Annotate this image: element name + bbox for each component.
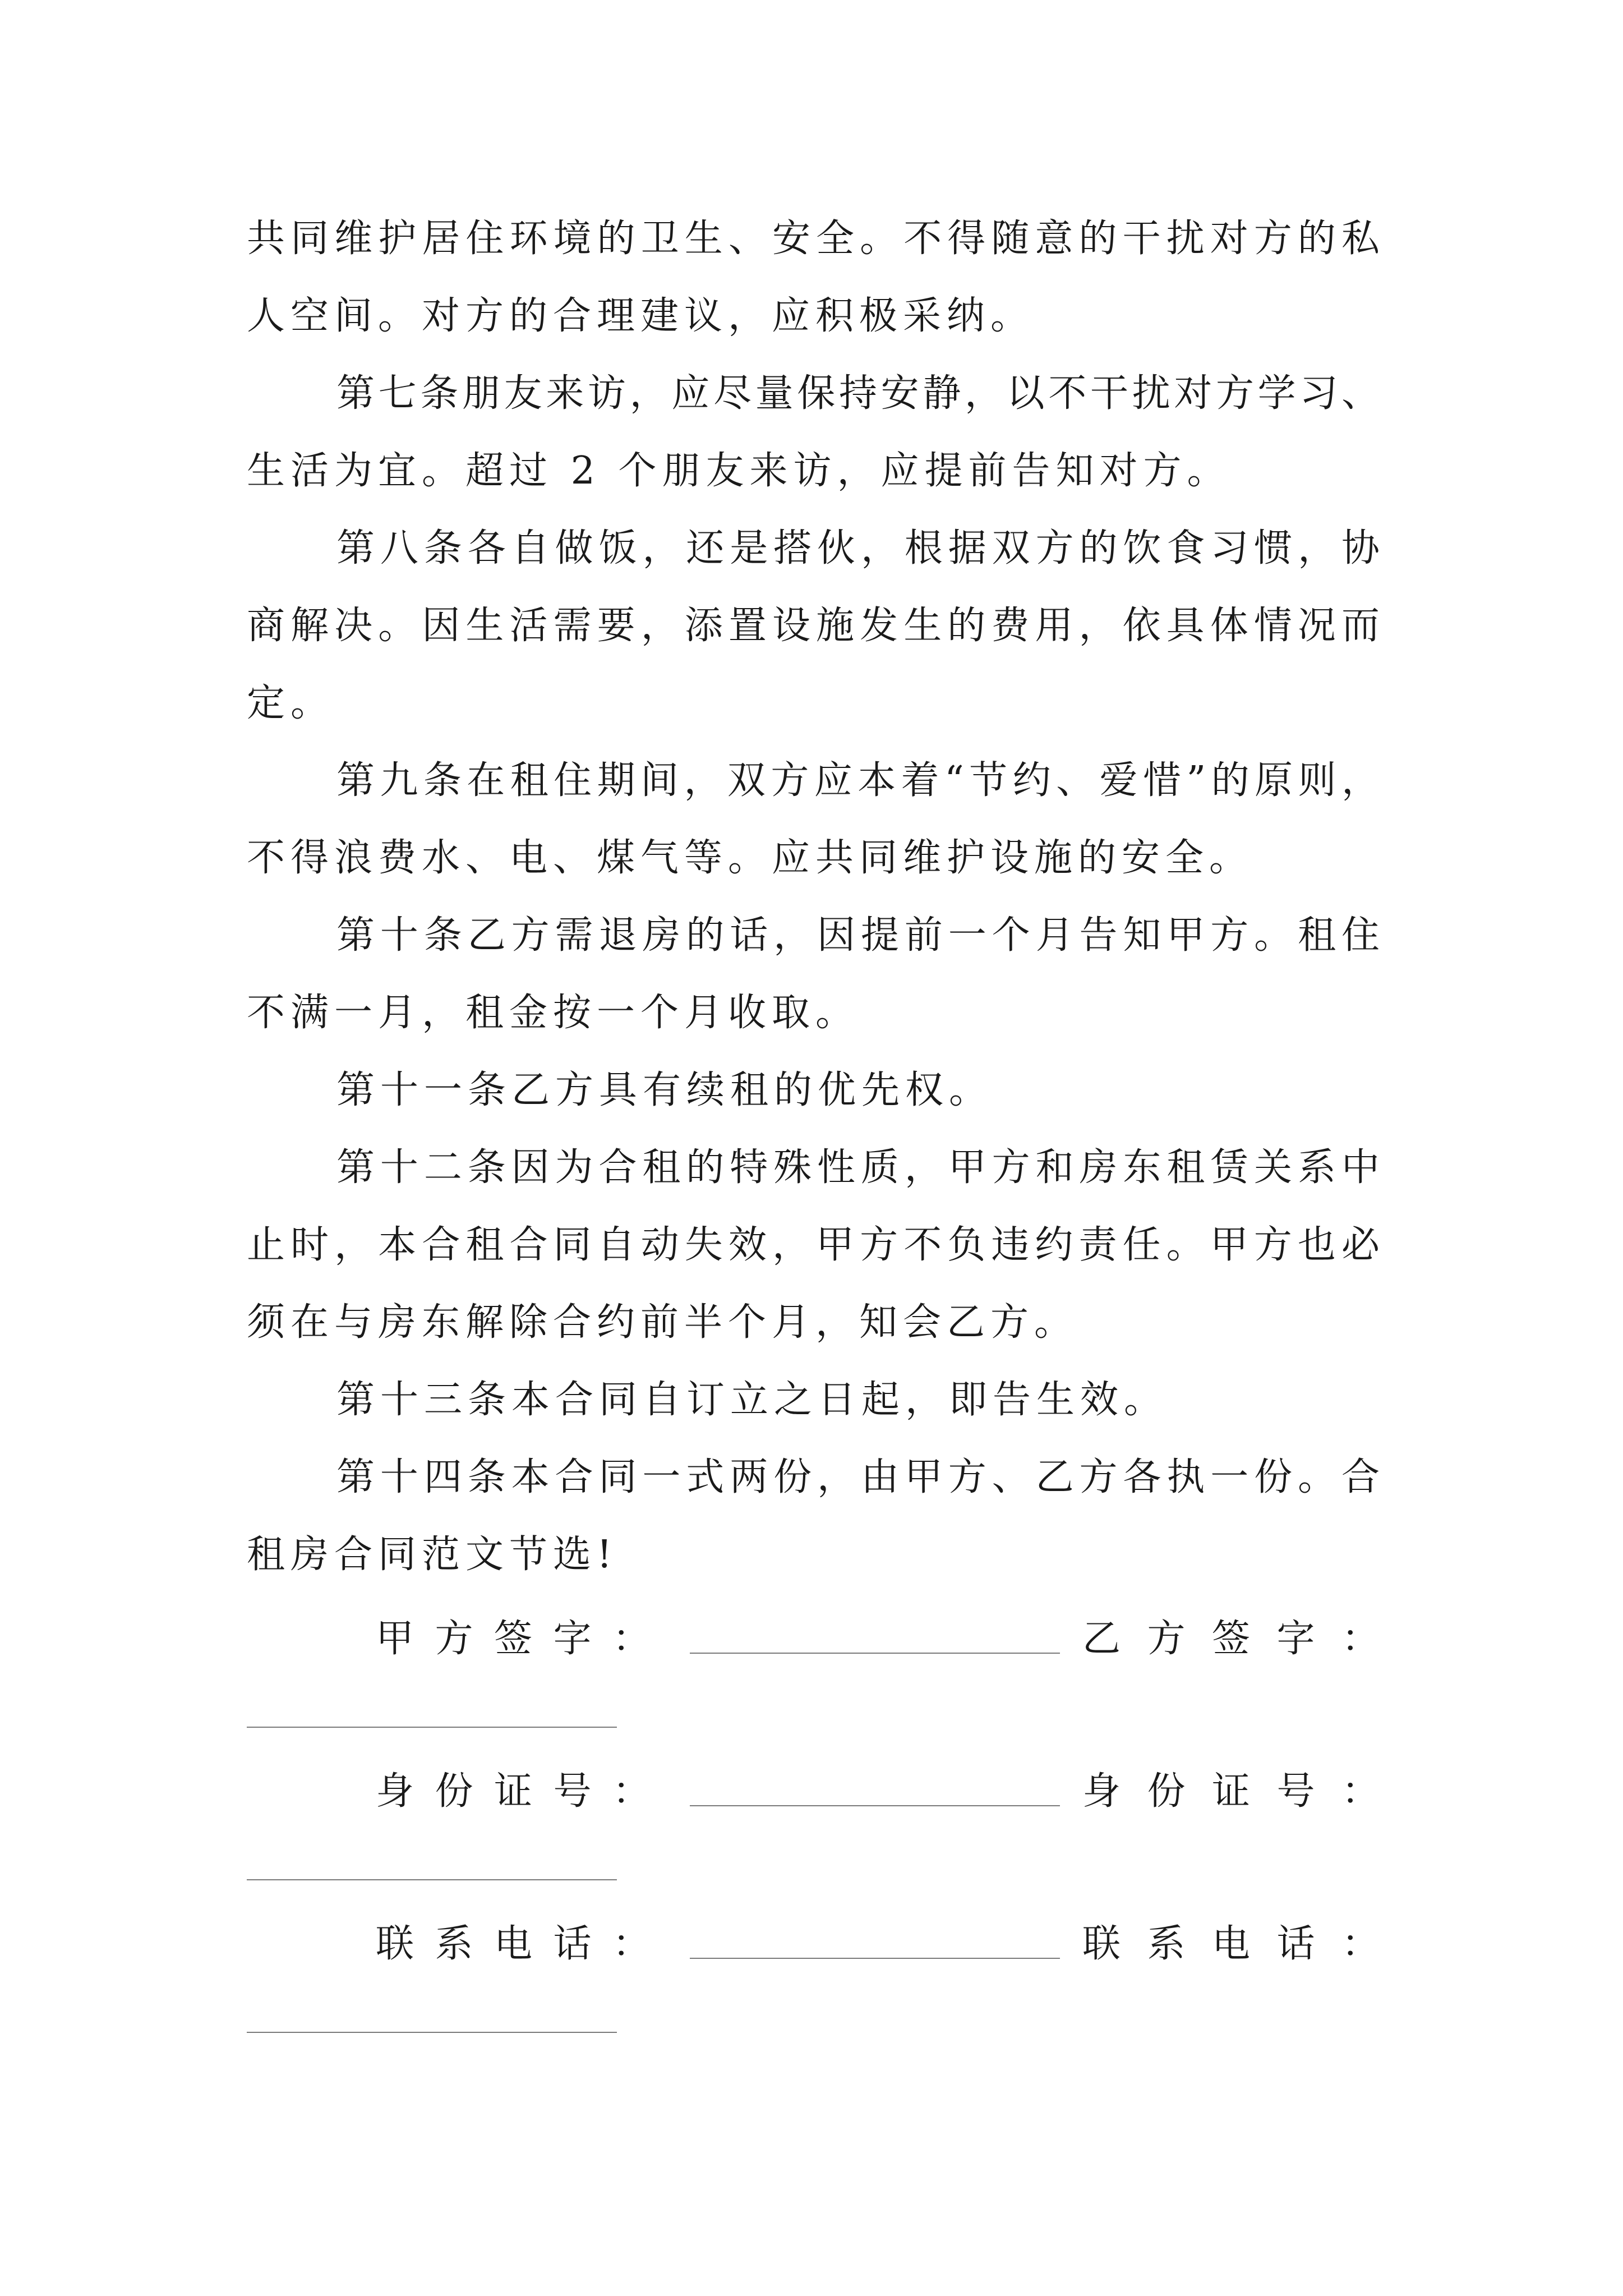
party-b-id-label: 身份证号： (1082, 1769, 1380, 1814)
clause-8-line: 商解决。因生活需要，添置设施发生的费用，依具体情况而 (247, 604, 1380, 648)
clause-12-line: 须在与房东解除合约前半个月，知会乙方。 (247, 1300, 1078, 1345)
paragraph-line: 共同维护居住环境的卫生、安全。不得随意的干扰对方的私 (247, 217, 1380, 261)
clause-10-line: 不满一月，租金按一个月收取。 (247, 991, 860, 1035)
party-b-phone-label: 联系电话： (1082, 1922, 1380, 1966)
clause-9-line: 第九条在租住期间，双方应本着“节约、爱惜”的原则， (336, 758, 1380, 803)
party-a-signature-blank[interactable] (690, 1653, 1060, 1654)
clause-14-line: 第十四条本合同一式两份，由甲方、乙方各执一份。合 (336, 1455, 1380, 1499)
party-b-id-blank[interactable] (247, 1879, 617, 1880)
party-b-signature-blank[interactable] (247, 1727, 617, 1728)
clause-13-line: 第十三条本合同自订立之日起，即告生效。 (336, 1378, 1168, 1422)
party-b-phone-blank[interactable] (247, 2032, 617, 2033)
clause-8-line: 第八条各自做饭，还是搭伙，根据双方的饮食习惯，协 (336, 526, 1380, 570)
clause-10-line: 第十条乙方需退房的话，因提前一个月告知甲方。租住 (336, 913, 1380, 958)
clause-9-line: 不得浪费水、电、煤气等。应共同维护设施的安全。 (247, 836, 1253, 880)
party-a-phone-blank[interactable] (690, 1958, 1060, 1959)
party-b-signature-label: 乙方签字： (1082, 1617, 1380, 1661)
clause-11-line: 第十一条乙方具有续租的优先权。 (336, 1068, 993, 1112)
clause-14-line: 租房合同范文节选! (247, 1533, 618, 1577)
party-a-phone-label: 联系电话： (376, 1922, 651, 1966)
party-a-signature-label: 甲方签字： (376, 1617, 651, 1661)
party-a-id-label: 身份证号： (376, 1769, 651, 1814)
clause-7-line: 第七条朋友来访，应尽量保持安静，以不干扰对方学习、 (336, 371, 1380, 416)
clause-8-line: 定。 (247, 681, 335, 725)
clause-12-line: 第十二条因为合租的特殊性质，甲方和房东租赁关系中 (336, 1145, 1380, 1190)
paragraph-line: 人空间。对方的合理建议，应积极采纳。 (247, 294, 1035, 338)
party-a-id-blank[interactable] (690, 1805, 1060, 1806)
clause-7-line: 生活为宜。超过 2 个朋友来访，应提前告知对方。 (247, 449, 1231, 493)
clause-12-line: 止时，本合租合同自动失效，甲方不负违约责任。甲方也必 (247, 1223, 1380, 1267)
